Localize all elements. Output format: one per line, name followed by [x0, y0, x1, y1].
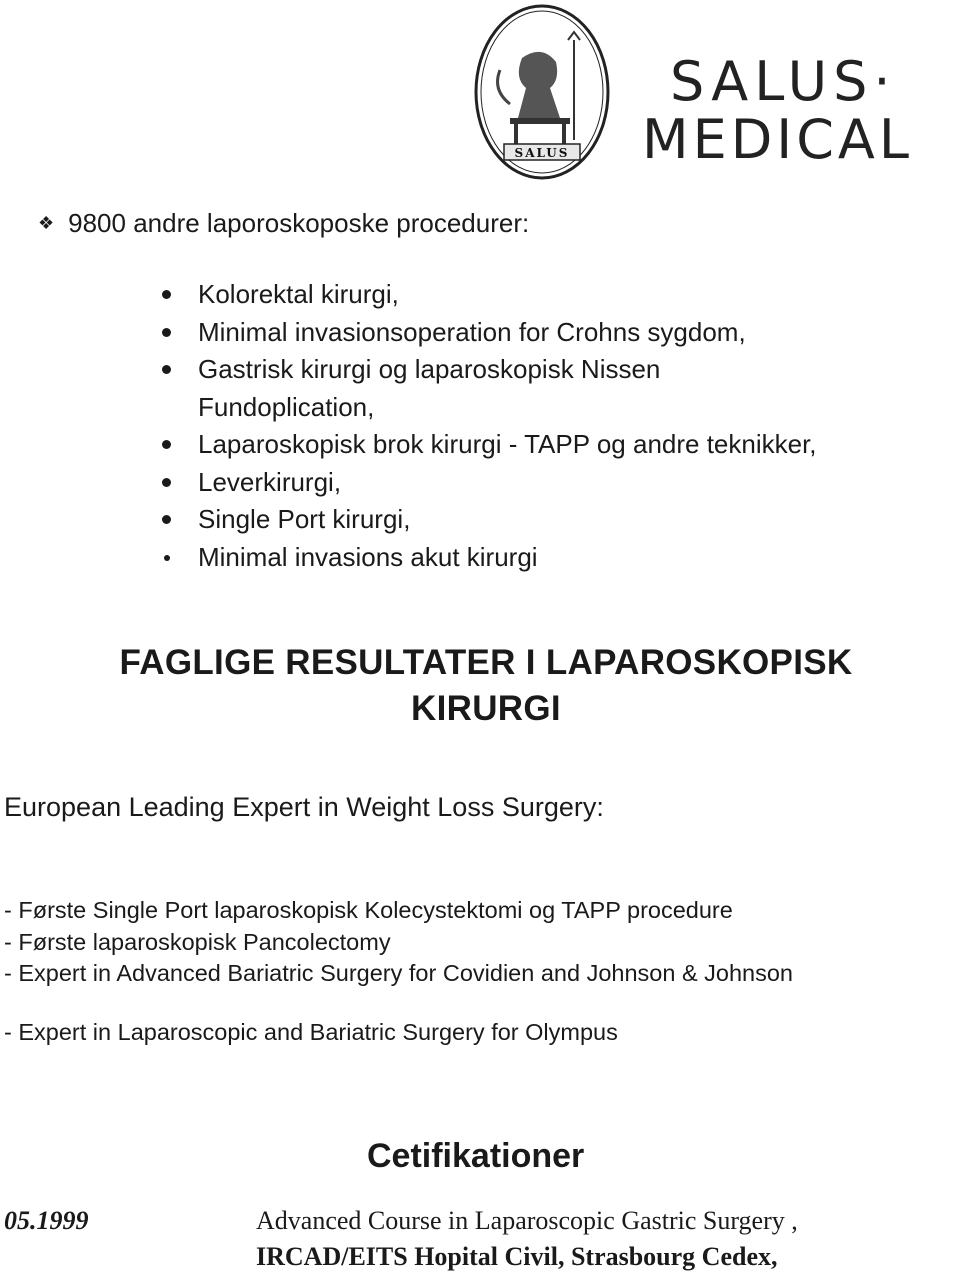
results-title	[0, 640, 960, 732]
list-item-text: Minimal invasions akut kirurgi	[198, 541, 538, 572]
seal-icon	[476, 6, 608, 178]
list-item	[162, 464, 817, 502]
brand-line-2: MEDICAL	[642, 108, 913, 171]
list-item-continuation: Fundoplication,	[198, 391, 375, 422]
list-item	[162, 351, 817, 426]
results-subheading: European Leading Expert in Weight Loss Surgery:	[4, 792, 604, 822]
list-item	[162, 426, 817, 464]
list-item	[162, 314, 817, 352]
diamond-bullet-icon: ❖	[38, 213, 55, 233]
list-item	[162, 501, 817, 539]
brand-line-1: SALUS·	[670, 50, 897, 113]
bullet-icon	[162, 478, 171, 487]
list-item-text: Laparoskopisk brok kirurgi - TAPP og andre teknikker,	[198, 429, 817, 459]
list-item-text: Single Port kirurgi,	[198, 504, 411, 534]
bullet-icon	[162, 328, 171, 337]
procedures-heading-row	[38, 208, 529, 239]
bullet-icon	[162, 440, 171, 449]
certification-location: IRCAD/EITS Hopital Civil, Strasbourg Cedex,	[256, 1242, 778, 1271]
certification-details	[256, 1203, 798, 1275]
achievement-line: - Expert in Advanced Bariatric Surgery for Covidien and Johnson & Johnson	[4, 960, 793, 986]
seal-text: SALUS	[514, 146, 570, 160]
certifications-title: Cetifikationer	[367, 1137, 585, 1175]
achievement-line: - Expert in Laparoscopic and Bariatric Surgery for Olympus	[4, 1018, 618, 1045]
bullet-icon	[162, 290, 171, 299]
list-item-text: Kolorektal kirurgi,	[198, 279, 399, 309]
certification-date: 05.1999	[4, 1206, 89, 1235]
results-title-line-1: FAGLIGE RESULTATER I LAPAROSKOPISK	[119, 643, 853, 682]
list-item	[162, 276, 817, 314]
procedures-list	[162, 276, 817, 576]
list-item-text: Minimal invasionsoperation for Crohns sygdom,	[198, 316, 746, 347]
bullet-icon	[162, 515, 171, 524]
achievement-line: - Første Single Port laparoskopisk Kolecystektomi og TAPP procedure	[4, 897, 733, 923]
salus-medical-logo	[470, 0, 960, 185]
bullet-icon	[162, 365, 171, 374]
certification-course: Advanced Course in Laparoscopic Gastric Surgery ,	[256, 1206, 798, 1235]
results-title-line-2: KIRURGI	[411, 689, 561, 728]
achievements-list	[4, 895, 793, 1048]
list-item-text: Leverkirurgi,	[198, 466, 342, 497]
list-item-text: Gastrisk kirurgi og laparoskopisk Nissen	[198, 354, 661, 384]
achievement-line: - Første laparoskopisk Pancolectomy	[4, 928, 391, 955]
procedures-heading: 9800 andre laporoskoposke procedurer:	[68, 208, 530, 238]
bullet-icon	[164, 555, 170, 561]
list-item	[162, 539, 817, 577]
